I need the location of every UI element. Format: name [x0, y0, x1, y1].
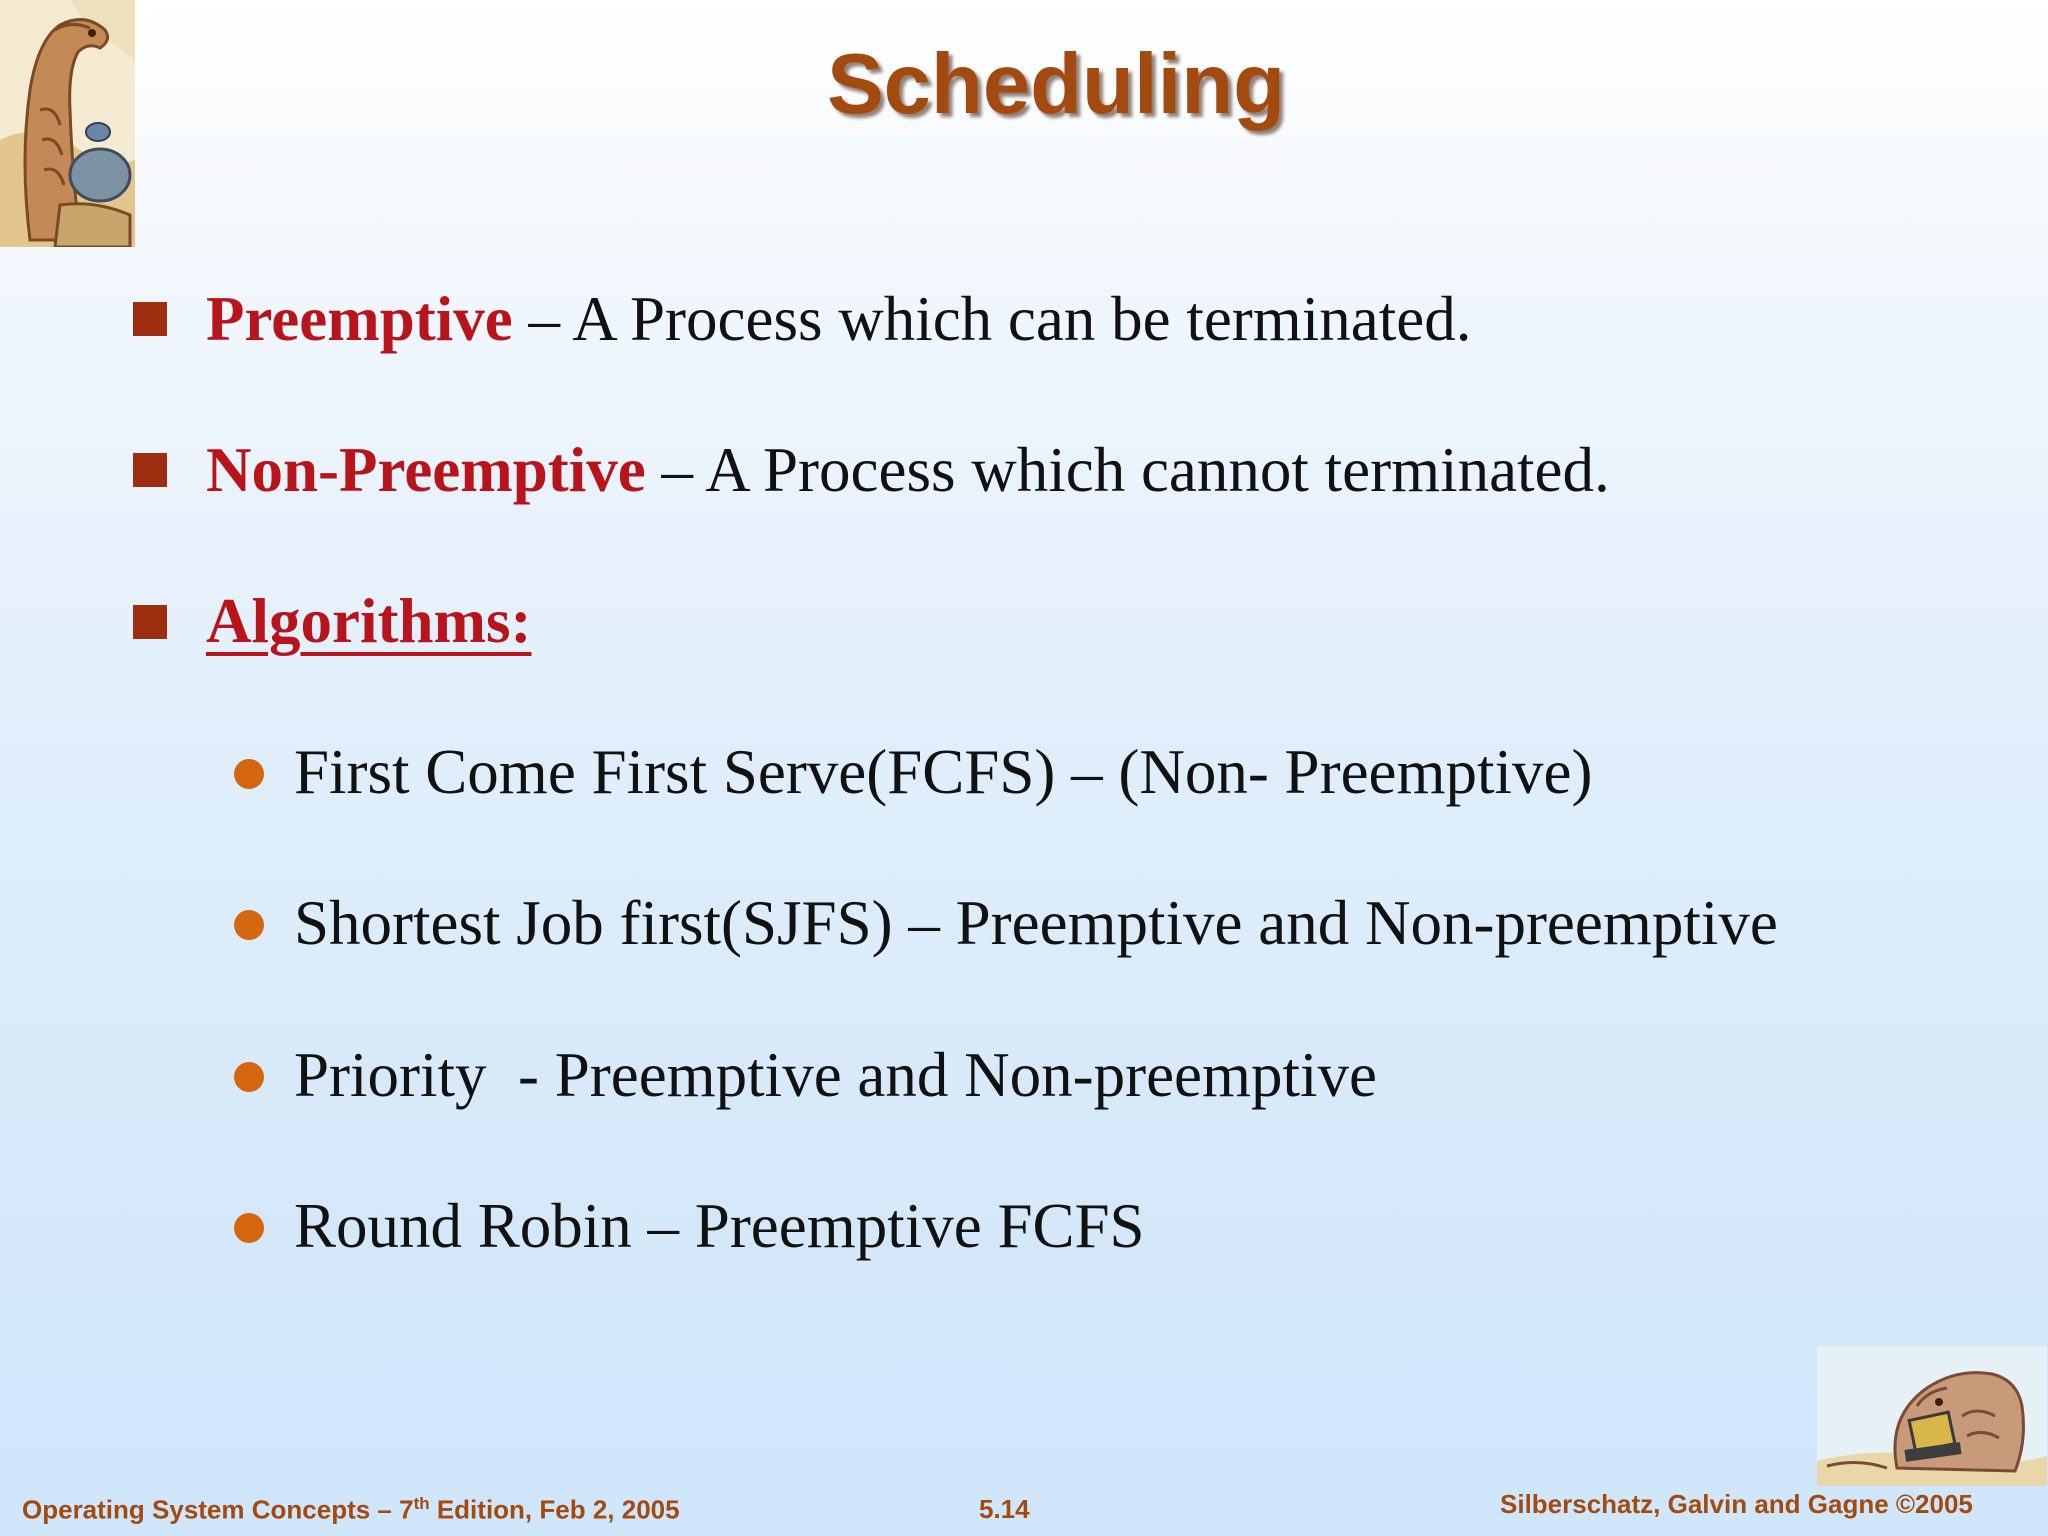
bullet-term: Non-Preemptive	[206, 435, 646, 505]
bullet-term: Algorithms:	[206, 586, 532, 656]
dinosaur-laptop-icon	[1817, 1346, 2047, 1486]
footer-edition-date: Edition, Feb 2, 2005	[429, 1494, 680, 1525]
bullet-text: – A Process which can be terminated.	[512, 284, 1472, 354]
dot-bullet-icon	[234, 1213, 264, 1243]
bullet-text: – A Process which cannot terminated.	[645, 435, 1610, 505]
footer-left	[22, 1494, 680, 1526]
square-bullet-icon	[133, 453, 167, 487]
dot-bullet-icon	[234, 910, 264, 940]
slide-title: Scheduling	[826, 37, 1286, 132]
sub-bullet-text: Round Robin – Preemptive FCFS	[294, 1191, 1145, 1261]
bullet-term: Preemptive	[206, 284, 513, 354]
footer-page-number: 5.14	[979, 1494, 1030, 1524]
dot-bullet-icon	[234, 1062, 264, 1092]
square-bullet-icon	[133, 302, 167, 336]
footer-edition-suffix: th	[413, 1494, 430, 1513]
dot-bullet-icon	[234, 759, 264, 789]
sub-bullet-text: Shortest Job first(SJFS) – Preemptive and Non-preemptive	[294, 888, 1778, 958]
square-bullet-icon	[133, 605, 167, 639]
footer-copyright: Silberschatz, Galvin and Gagne ©2005	[1500, 1489, 1973, 1519]
footer-book-title: Operating System Concepts – 7	[22, 1494, 414, 1525]
sub-bullet-text: First Come First Serve(FCFS) – (Non- Preemptive)	[294, 737, 1593, 807]
sub-bullet-text: Priority - Preemptive and Non-preemptive	[294, 1040, 1377, 1110]
